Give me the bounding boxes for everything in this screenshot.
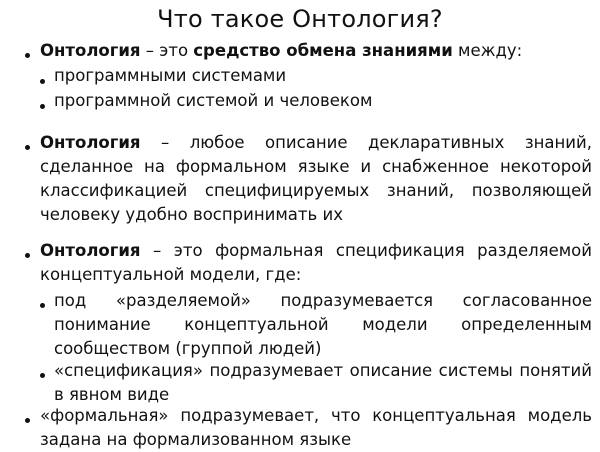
definition-1-sub-2: программной системой и человеком <box>54 91 373 110</box>
definition-3-rest: – это формальная спецификация разделяемой концептуальной модели, где: <box>40 241 592 284</box>
sub-bullet-dot <box>40 303 45 308</box>
definition-2 <box>40 131 592 227</box>
definition-1-emphasis: средство обмена знаниями <box>193 41 453 60</box>
bullet-dot <box>25 418 30 423</box>
definition-2-rest: – любое описание декларативных знаний, сделанное на формальном языке и снабженное некоторой классификацией специфицируемых знаний, позволяющей человеку удобно воспринимать их <box>40 133 592 224</box>
bullet-dot <box>25 253 30 258</box>
definition-3-sub-1: под «разделяемой» подразумевается согласованное понимание концептуальной модели определенным сообществом (группой людей) <box>54 291 592 358</box>
bullet-dot <box>25 145 30 150</box>
definition-3 <box>40 239 592 287</box>
definition-1 <box>40 39 560 63</box>
page-title: Что такое Онтология? <box>157 5 443 33</box>
sub-bullet-dot <box>40 104 45 109</box>
definition-1-rest: между: <box>452 41 523 60</box>
sub-bullet-dot <box>40 373 45 378</box>
definition-1-sub-1: программными системами <box>54 66 287 85</box>
definition-3-term: Онтология <box>40 241 141 260</box>
definition-2-term: Онтология <box>40 133 141 152</box>
definition-4: «формальная» подразумевает, что концептуальная модель задана на формализованном языке <box>40 406 592 449</box>
sub-bullet-dot <box>40 79 45 84</box>
definition-1-dash: – это <box>140 41 194 60</box>
bullet-dot <box>25 53 30 58</box>
definition-1-term: Онтология <box>40 41 141 60</box>
definition-3-sub-2: «спецификация» подразумевает описание системы понятий в явном виде <box>54 361 592 404</box>
